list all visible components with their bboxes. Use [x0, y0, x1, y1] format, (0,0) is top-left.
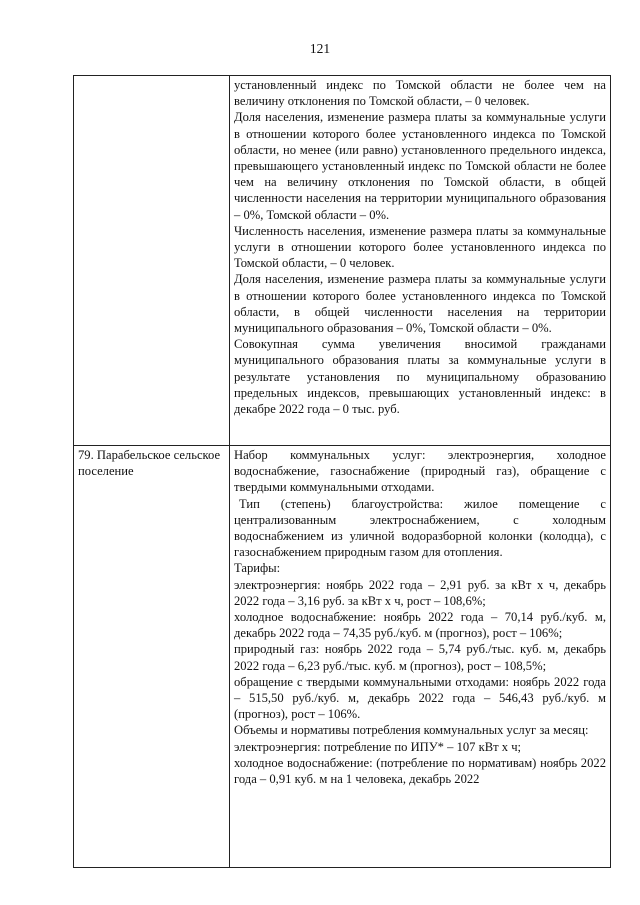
- table-row: [74, 76, 611, 446]
- row-content-cell: [230, 446, 611, 868]
- paragraph: Тип (степень) благоустройства: жилое помещение с централизованным электроснабжением, с холодным водоснабжением из уличной водоразборной колонки (колодца), с газоснабжением природным газом для отопления.: [234, 496, 606, 560]
- paragraph: электроэнергия: ноябрь 2022 года – 2,91 руб. за кВт х ч, декабрь 2022 года – 3,16 руб. за кВт х ч, рост – 108,6%;: [234, 577, 606, 608]
- paragraph: электроэнергия: потребление по ИПУ* – 107 кВт х ч;: [234, 739, 522, 754]
- paragraph: Доля населения, изменение размера платы за коммунальные услуги в отношении которого более установленного индекса по Томской области, в общей численности населения на территории муниципального образования – 0%, Томской области – 0%.: [234, 272, 606, 336]
- paragraph: холодное водоснабжение: ноябрь 2022 года – 70,14 руб./куб. м, декабрь 2022 года – 74,35 руб./куб. м (прогноз), рост – 106%;: [234, 610, 606, 641]
- paragraph: холодное водоснабжение: (потребление по нормативам) ноябрь 2022 года – 0,91 куб. м на 1 человека, декабрь 2022: [234, 755, 606, 787]
- paragraph: Численность населения, изменение размера платы за коммунальные услуги в отношении которого более установленного индекса по Томской области, – 0 человек.: [234, 223, 606, 271]
- paragraph: природный газ: ноябрь 2022 года – 5,74 руб./тыс. куб. м, декабрь 2022 года – 6,23 руб./тыс. куб. м (прогноз), рост – 108,5%;: [234, 642, 606, 673]
- row-content-cell: [230, 76, 611, 446]
- paragraph: Совокупная сумма увеличения вносимой гражданами муниципального образования платы за коммунальные услуги в результате установления по муниципальному образованию предельных индексов, превышающих установленный индекс: в декабре 2022 года – 0 тыс. руб.: [234, 337, 606, 417]
- settlement-name: 79. Парабельское сельское поселение: [78, 448, 221, 479]
- document-table: [73, 75, 611, 868]
- page-number: 121: [309, 41, 331, 56]
- paragraph: установленный индекс по Томской области не более чем на величину отклонения по Томской области, – 0 человек.: [234, 78, 606, 109]
- paragraph: обращение с твердыми коммунальными отходами: ноябрь 2022 года – 515,50 руб./куб. м, декабрь 2022 года – 546,43 руб./куб. м (прогноз), рост – 106%.: [234, 674, 606, 722]
- paragraph: Набор коммунальных услуг: электроэнергия, холодное водоснабжение, газоснабжение (природный газ), обращение с твердыми коммунальными отходами.: [234, 448, 606, 495]
- paragraph: Тарифы:: [234, 561, 281, 576]
- row-label-cell: [74, 446, 230, 868]
- paragraph: Доля населения, изменение размера платы за коммунальные услуги в отношении которого более установленного индекса по Томской области, но менее (или равно) установленного предельного индекса, превышающего установленный индекс по Томской области не более чем на величину отклонения по Томской области, в общей численности населения на территории муниципального образования – 0%, Томской области – 0%.: [234, 110, 606, 222]
- table-row: [74, 446, 611, 868]
- row-label-cell: [74, 76, 230, 446]
- paragraph: Объемы и нормативы потребления коммунальных услуг за месяц:: [234, 723, 589, 738]
